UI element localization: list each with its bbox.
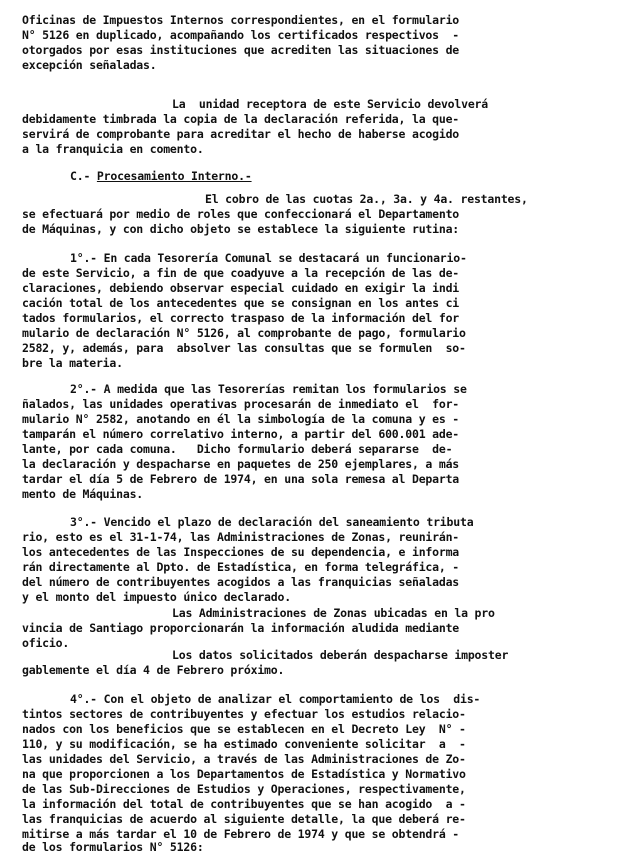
text-line: Oficinas de Impuestos Internos correspondientes, en el formulario <box>22 13 460 27</box>
text-line: mitirse a más tardar el 10 de Febrero de 1974 y que se obtendrá - <box>22 827 460 841</box>
text-line: mento de Máquinas. <box>22 487 144 501</box>
text-line: de Máquinas, y con dicho objeto se establece la siguiente rutina: <box>22 222 460 236</box>
text-line: debidamente timbrada la copia de la declaración referida, la que- <box>22 112 460 126</box>
text-line: mulario de declaración N° 5126, al comprobante de pago, formulario <box>22 326 466 340</box>
text-line: claraciones, debiendo observar especial cuidado en exigir la indi <box>22 281 460 295</box>
text-line: se efectuará por medio de roles que confeccionará el Departamento <box>22 207 460 221</box>
text-line: de las Sub-Direcciones de Estudios y Operaciones, respectivamente, <box>22 782 466 796</box>
text-line: 2582, y, además, para absolver las consultas que se formulen so- <box>22 341 466 355</box>
text-line: Las Administraciones de Zonas ubicadas en la pro <box>172 606 495 620</box>
text-line: ñalados, las unidades operativas procesarán de inmediato el for- <box>22 397 460 411</box>
text-line: gablemente el día 4 de Febrero próximo. <box>22 663 285 677</box>
text-line: a la franquicia en comento. <box>22 142 204 156</box>
text-line: 110, y su modificación, se ha estimado conveniente solicitar a - <box>22 737 466 751</box>
text-line: N° 5126 en duplicado, acompañando los certificados respectivos - <box>22 28 460 42</box>
text-line: de los formularios N° 5126: <box>22 840 204 854</box>
text-line: 2°.- A medida que las Tesorerías remitan los formularios se <box>70 382 467 396</box>
text-line: vincia de Santiago proporcionarán la información aludida mediante <box>22 621 460 635</box>
section-heading: C.- Procesamiento Interno.- <box>70 169 252 183</box>
text-line: de este Servicio, a fin de que coadyuve a la recepción de las de- <box>22 266 460 280</box>
text-line: El cobro de las cuotas 2a., 3a. y 4a. restantes, <box>205 192 528 206</box>
text-line: la información del total de contribuyentes que se han acogido a - <box>22 797 466 811</box>
text-line: la declaración y despacharse en paquetes de 250 ejemplares, a más <box>22 457 460 471</box>
text-line: 3°.- Vencido el plazo de declaración del saneamiento tributa <box>70 515 474 529</box>
text-line: rio, esto es el 31-1-74, las Administraciones de Zonas, reunirán- <box>22 530 460 544</box>
text-line: los antecedentes de las Inspecciones de su dependencia, e informa <box>22 545 460 559</box>
text-line: bre la materia. <box>22 356 123 370</box>
text-line: lante, por cada comuna. Dicho formulario deberá separarse de- <box>22 442 453 456</box>
text-line: Los datos solicitados deberán despacharse imposter <box>172 648 509 662</box>
text-line: rán directamente al Dpto. de Estadística, en forma telegráfica, - <box>22 560 460 574</box>
text-line: 1°.- En cada Tesorería Comunal se destacará un funcionario- <box>70 251 467 265</box>
text-line: y el monto del impuesto único declarado. <box>22 590 291 604</box>
text-line: servirá de comprobante para acreditar el hecho de haberse acogido <box>22 127 460 141</box>
text-line: tados formularios, el correcto traspaso de la información del for <box>22 311 460 325</box>
text-line: las unidades del Servicio, a través de las Administraciones de Zo- <box>22 752 466 766</box>
text-line: oficio. <box>22 636 70 650</box>
text-line: 4°.- Con el objeto de analizar el comportamiento de los dis- <box>70 692 481 706</box>
text-line: tardar el día 5 de Febrero de 1974, en una sola remesa al Departa <box>22 472 460 486</box>
text-line: na que proporcionen a los Departamentos de Estadística y Normativo <box>22 767 466 781</box>
text-line: tintos sectores de contribuyentes y efectuar los estudios relacio- <box>22 707 466 721</box>
section-heading-title: Procesamiento Interno.- <box>96 169 252 183</box>
text-line: La unidad receptora de este Servicio devolverá <box>172 97 489 111</box>
text-line: tamparán el número correlativo interno, a partir del 600.001 ade- <box>22 427 460 441</box>
text-line: excepción señaladas. <box>22 58 157 72</box>
text-line: las franquicias de acuerdo al siguiente detalle, la que deberá re- <box>22 812 466 826</box>
text-line: cación total de los antecedentes que se consignan en los antes ci <box>22 296 460 310</box>
text-line: mulario N° 2582, anotando en él la simbología de la comuna y es - <box>22 412 460 426</box>
text-line: del número de contribuyentes acogidos a las franquicias señaladas <box>22 575 460 589</box>
text-line: nados con los beneficios que se establecen en el Decreto Ley N° - <box>22 722 466 736</box>
text-line: otorgados por esas instituciones que acrediten las situaciones de <box>22 43 460 57</box>
